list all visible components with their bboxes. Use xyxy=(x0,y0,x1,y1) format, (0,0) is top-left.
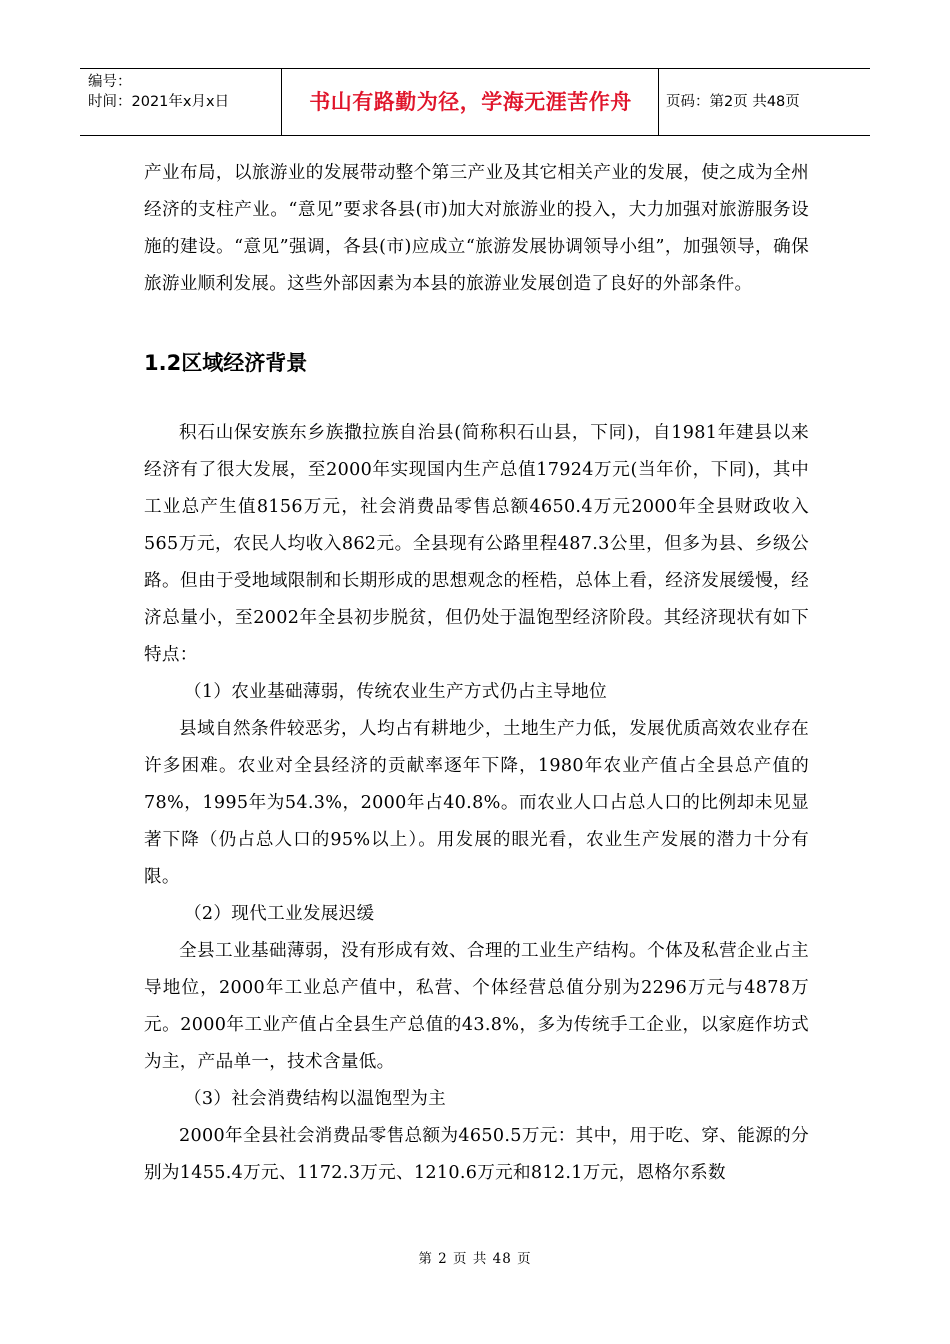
header-page-info: 页码：第2页 共48页 xyxy=(666,94,800,110)
paragraph: 全县工业基础薄弱，没有形成有效、合理的工业生产结构。个体及私营企业占主导地位，2000年工业总产值中，私营、个体经营总值分别为2296万元与4878万元。2000年工业产值占全县生产总值的43.8%，多为传统手工企业，以家庭作坊式为主，产品单一，技术含量低。 xyxy=(144,941,809,1072)
header-divider xyxy=(658,69,659,135)
page-footer: 第 2 页 共 48 页 xyxy=(418,1251,532,1267)
header-number-label: 编号： xyxy=(88,74,132,90)
page-header xyxy=(80,68,870,136)
paragraph: 产业布局，以旅游业的发展带动整个第三产业及其它相关产业的发展，使之成为全州经济的支柱产业。“意见”要求各县(市)加大对旅游业的投入，大力加强对旅游服务设施的建设。“意见”强调，各县(市)应成立“旅游发展协调领导小组”，加强领导，确保旅游业顺利发展。这些外部因素为本县的旅游业发展创造了良好的外部条件。 xyxy=(144,163,809,294)
header-time-label: 时间：2021年x月x日 xyxy=(88,94,230,110)
list-item-heading: （3）社会消费结构以温饱型为主 xyxy=(184,1089,447,1109)
section-heading: 1.2区域经济背景 xyxy=(144,351,308,375)
paragraph: 县域自然条件较恶劣，人均占有耕地少，土地生产力低，发展优质高效农业存在许多困难。农业对全县经济的贡献率逐年下降，1980年农业产值占全县总产值的78%，1995年为54.3%，2000年占40.8%。而农业人口占总人口的比例却未见显著下降（仍占总人口的95%以上）。用发展的眼光看，农业生产发展的潜力十分有限。 xyxy=(144,719,809,887)
document-body xyxy=(144,155,809,1192)
header-motto: 书山有路勤为径，学海无涯苦作舟 xyxy=(309,90,632,114)
paragraph: 2000年全县社会消费品零售总额为4650.5万元：其中，用于吃、穿、能源的分别为1455.4万元、1172.3万元、1210.6万元和812.1万元，恩格尔系数 xyxy=(144,1126,809,1183)
header-meta xyxy=(88,72,229,112)
list-item-heading: （1）农业基础薄弱，传统农业生产方式仍占主导地位 xyxy=(184,682,608,702)
list-item-heading: （2）现代工业发展迟缓 xyxy=(184,904,375,924)
header-divider xyxy=(281,69,282,135)
paragraph: 积石山保安族东乡族撒拉族自治县(简称积石山县，下同)，自1981年建县以来经济有了很大发展，至2000年实现国内生产总值17924万元(当年价，下同)，其中工业总产生值8156万元，社会消费品零售总额4650.4万元2000年全县财政收入565万元，农民人均收入862元。全县现有公路里程487.3公里，但多为县、乡级公路。但由于受地域限制和长期形成的思想观念的桎梏，总体上看，经济发展缓慢，经济总量小，至2002年全县初步脱贫，但仍处于温饱型经济阶段。其经济现状有如下特点： xyxy=(144,423,809,665)
